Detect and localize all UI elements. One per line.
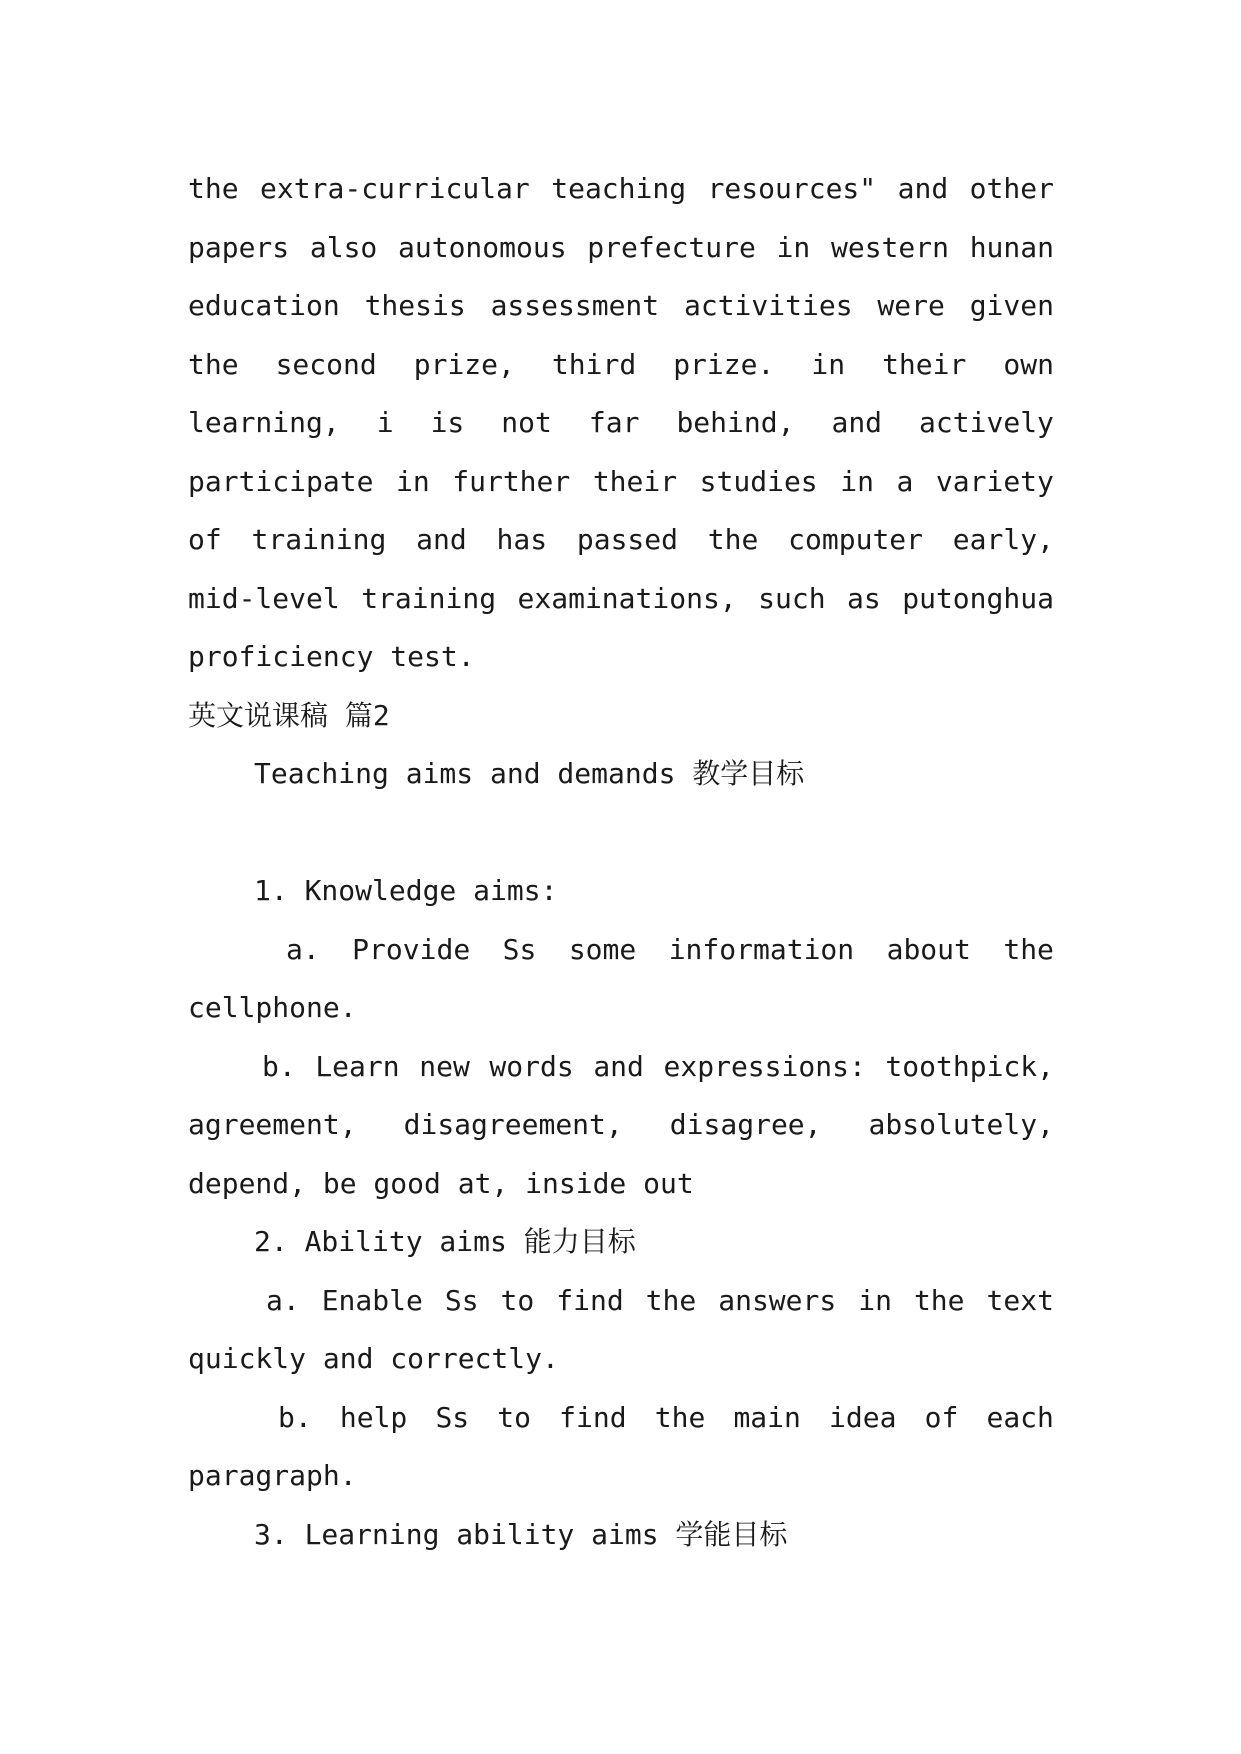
word: about: [886, 932, 971, 966]
word: information: [668, 932, 855, 966]
ability-item-a-line: [188, 1272, 1054, 1331]
word: the: [188, 347, 239, 381]
word: absolutely,: [868, 1108, 1054, 1141]
word: disagreement,: [403, 1108, 623, 1141]
word: learning,: [188, 406, 340, 439]
word: examinations,: [517, 581, 737, 615]
word: Enable: [321, 1283, 423, 1317]
word: western: [830, 230, 949, 264]
word: own: [1003, 347, 1054, 381]
word: autonomous: [398, 230, 567, 264]
word: disagree,: [669, 1108, 822, 1141]
ability-item-b-line: paragraph.: [188, 1459, 357, 1492]
word: is: [430, 406, 465, 439]
word: idea: [829, 1400, 897, 1434]
word: given: [969, 289, 1054, 322]
teaching-aims-heading: Teaching aims and demands 教学目标: [254, 757, 805, 790]
word: of: [924, 1400, 959, 1434]
word: such: [758, 581, 826, 615]
word: some: [568, 932, 637, 966]
word: also: [309, 230, 378, 264]
word: prize.: [673, 347, 775, 381]
knowledge-aims-heading: 1. Knowledge aims:: [254, 874, 558, 907]
word: in: [395, 464, 430, 498]
word: the: [654, 1400, 706, 1434]
learning-ability-aims-heading: 3. Learning ability aims 学能目标: [254, 1517, 788, 1551]
word: their: [592, 464, 678, 498]
word: far: [588, 406, 640, 439]
word: early,: [952, 523, 1054, 556]
word: in: [840, 464, 874, 498]
word: i: [376, 406, 394, 439]
word: third: [551, 347, 637, 381]
word: passed: [576, 523, 679, 556]
word: assessment: [490, 289, 660, 322]
word: training: [251, 523, 387, 556]
paragraph-line: [188, 511, 1054, 570]
paragraph-line: [188, 277, 1054, 336]
word: b.: [278, 1400, 312, 1434]
word: participate: [188, 464, 374, 498]
word: teaching: [551, 172, 687, 205]
word: expressions:: [663, 1049, 866, 1083]
word: their: [882, 347, 967, 381]
word: the: [913, 1283, 965, 1317]
ability-item-a-line: quickly and correctly.: [188, 1342, 559, 1375]
word: toothpick,: [885, 1049, 1054, 1083]
word: studies: [699, 464, 818, 498]
word: other: [969, 172, 1054, 205]
paragraph-line: [188, 394, 1054, 453]
word: Learn: [315, 1049, 400, 1083]
knowledge-item-a-line: cellphone.: [188, 991, 357, 1024]
word: and: [897, 172, 949, 205]
word: thesis: [364, 289, 466, 322]
word: resources": [707, 172, 877, 205]
word: answers: [718, 1283, 837, 1317]
blank-line: [188, 804, 1054, 863]
word: putonghua: [902, 581, 1054, 615]
word: education: [188, 289, 340, 322]
word: to: [500, 1283, 535, 1317]
word: find: [556, 1283, 624, 1317]
word: help: [339, 1400, 408, 1434]
word: text: [986, 1283, 1054, 1317]
word: Ss: [502, 932, 537, 966]
knowledge-item-b-line: depend, be good at, inside out: [188, 1166, 694, 1200]
word: prefecture: [587, 230, 756, 264]
paragraph-line: [188, 160, 1054, 219]
word: and: [593, 1049, 644, 1083]
word: b.: [262, 1049, 296, 1083]
word: a.: [286, 932, 320, 966]
word: and: [831, 406, 883, 439]
word: words: [489, 1049, 574, 1083]
word: has: [496, 523, 548, 556]
word: were: [877, 289, 945, 322]
word: the: [645, 1283, 697, 1317]
word: agreement,: [188, 1108, 357, 1141]
word: as: [847, 581, 881, 615]
word: not: [501, 406, 552, 439]
word: of: [188, 523, 222, 556]
knowledge-item-a-line: [188, 921, 1054, 980]
word: prize,: [413, 347, 515, 381]
word: mid-level: [188, 581, 340, 615]
paragraph-line: [188, 453, 1054, 512]
word: Provide: [352, 932, 471, 966]
word: find: [559, 1400, 627, 1434]
knowledge-item-b-line: [188, 1038, 1054, 1097]
word: in: [811, 347, 846, 381]
word: hunan: [969, 230, 1054, 264]
word: new: [419, 1049, 470, 1083]
word: papers: [188, 230, 290, 264]
word: in: [858, 1283, 892, 1317]
word: a: [896, 464, 914, 498]
ability-item-b-line: [188, 1389, 1054, 1448]
knowledge-item-b-line: [188, 1096, 1054, 1155]
paragraph-last-line: proficiency test.: [188, 640, 475, 673]
paragraph-line: [188, 219, 1054, 278]
word: variety: [935, 464, 1054, 498]
word: in: [776, 230, 811, 264]
word: actively: [919, 406, 1054, 439]
document-page: [188, 160, 1054, 1564]
paragraph-line: [188, 570, 1054, 629]
word: the: [707, 523, 759, 556]
word: each: [986, 1400, 1054, 1434]
word: main: [733, 1400, 801, 1434]
section-heading: 英文说课稿 篇2: [188, 698, 390, 732]
word: behind,: [676, 406, 795, 439]
word: computer: [788, 523, 924, 556]
word: extra-curricular: [260, 172, 530, 205]
word: activities: [683, 289, 853, 322]
word: further: [452, 464, 571, 498]
word: training: [361, 581, 497, 615]
word: a.: [266, 1283, 300, 1317]
word: the: [1003, 932, 1054, 966]
word: second: [275, 347, 377, 381]
word: Ss: [444, 1283, 479, 1317]
word: Ss: [435, 1400, 470, 1434]
word: and: [416, 523, 467, 556]
word: the: [188, 172, 239, 205]
ability-aims-heading: 2. Ability aims 能力目标: [254, 1225, 636, 1258]
paragraph-line: [188, 336, 1054, 395]
word: to: [497, 1400, 532, 1434]
